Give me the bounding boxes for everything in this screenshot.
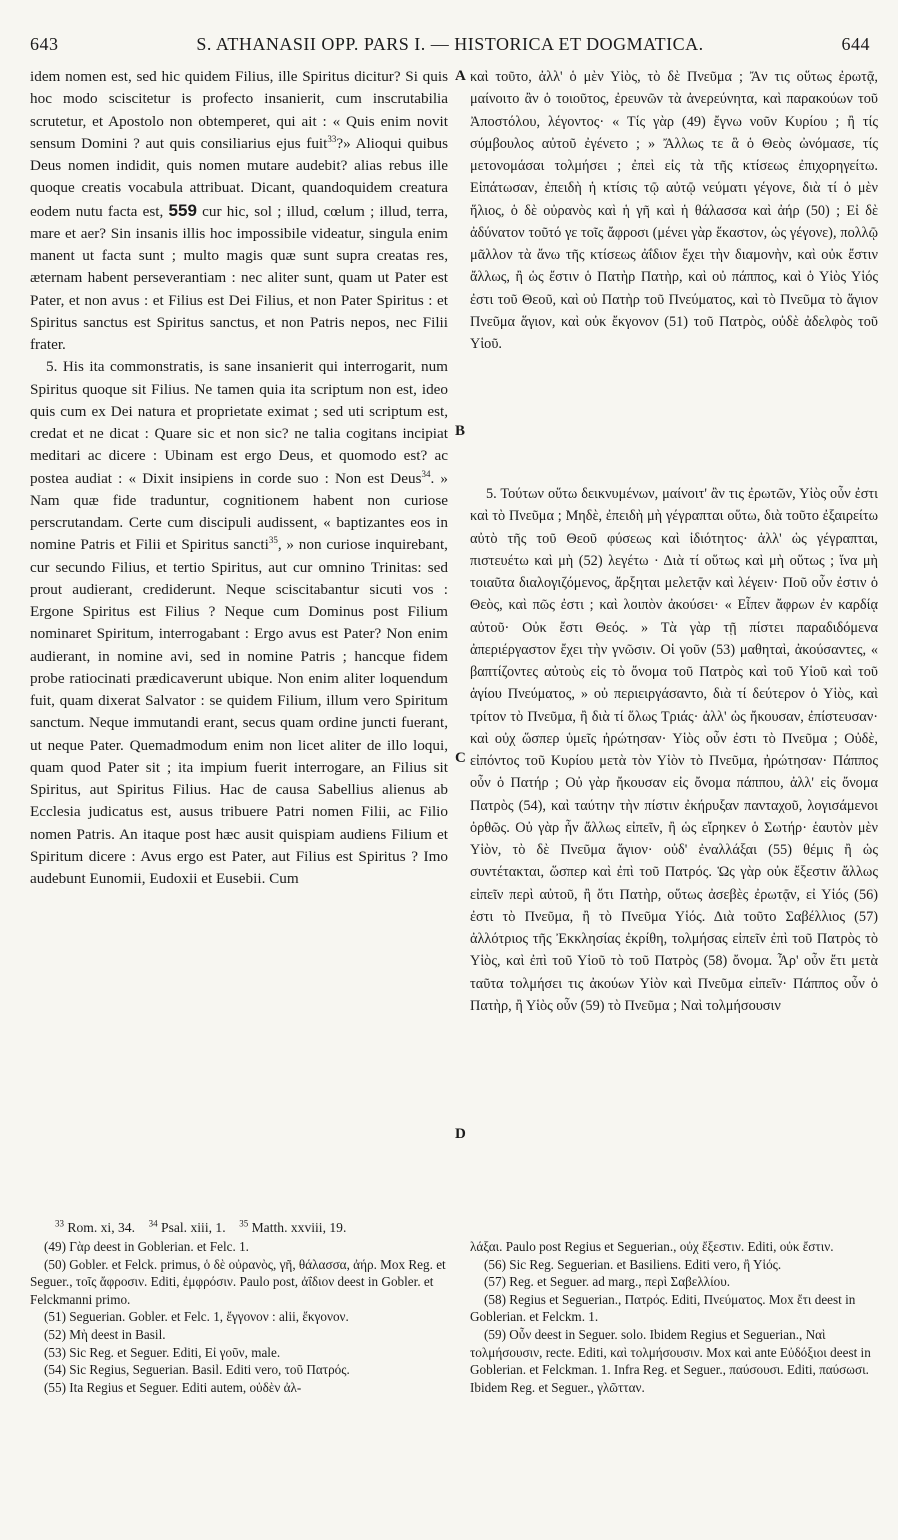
latin-column xyxy=(30,66,448,890)
ref-marker: 34 xyxy=(421,468,431,479)
footnote: (55) Ita Regius et Seguer. Editi autem, οὐδὲν ἀλ- xyxy=(44,1379,302,1395)
latin-paragraph-2: 5. His ita commonstratis, is sane insanierit qui interrogarit, num Spiritus quoque sit Filius. Ne tamen quia ita scriptum non est, ideo quis cum ex Dei natura et proprietate eximat ; sed uti scriptum est, credat et ne dicat : Quare sic et non sic? ne talia cogitans incipiat meditari ac dicere : Ubinam est ergo Deus, et quomodo est? ac postea audiat : « Dixit insipiens in corde suo : Non est Deus$^{34}$. » Nam quæ fide traduntur, cognitionem habent non curiose perscrutandam. Certe cum discipuli audissent, « baptizantes eos in nomine Patris et Filii et Spiritus sancti$^{35}$, » non curiose inquirebant, cur secundo Filius, et tertio Spiritus, aut cur omnino Trinitas: sed prout audierant, crediderunt. Neque sciscitabantur sicuti vos : Ergone Spiritus est Filius ? Neque cum Dominus post Filium nominaret Spiritum, interrogabant : Ergo avus est Pater? Non enim audierant, in nomine avi, sed in nomine Patris ; hancque fidem probe ratiocinati prædicaverunt ubique. Non enim aliter loquendum fuit, quam dixerat Salvator : se quidem Filium, illum vero Spiritum sanctum. Neque immutandi erant, secus quam ordine juncti fuerant, ut neque Pater. Quemadmodum enim non licet aliter de illo loqui, quam quod Pater sit ; ita impium fuerit interrogare, an Filius sit Spiritus, aut Spiritus Filius. Hac de causa Sabellius alienus ab Ecclesia judicatus est, ausus tribuere Patri nomen Filii, ac Filio nomen Patris. An itaque post hæc ausit quispiam audiens Filium et Spiritum dicere : Avus ergo est Pater, aut Filius est Spiritus ? Imo audebunt Eunomii, Eudoxii et Eusebii. Cum xyxy=(30,358,448,887)
footnote: (52) Μὴ deest in Basil. xyxy=(44,1326,166,1342)
greek-column-top xyxy=(470,66,878,355)
footnote: (56) Sic Reg. Seguerian. et Basiliens. Editi vero, ἢ Υἱός. xyxy=(484,1256,782,1272)
ref-marker: 33 xyxy=(327,133,337,144)
margin-letter-a: A xyxy=(455,68,466,84)
footnotes-left xyxy=(30,1238,450,1396)
greek-paragraph-2: 5. Τούτων οὕτω δεικνυμένων, μαίνοιτ' ἂν τις ἐρωτῶν, Υἱὸς οὖν ἐστι καὶ τὸ Πνεῦμα ; Μηδὲ, ἐπειδὴ μὴ γέγραπται οὕτω, διὰ τοῦτο ἐξαιρείτω αὐτὸ τῆς τοῦ Θεοῦ φύσεως καὶ ἰδιότητος· ἀλλ' ὡς γέγραπται, πιστευέτω καὶ μὴ (52) λεγέτω · Διὰ τί οὕτως καὶ μὴ οὕτως ; ἵνα μὴ τοιαῦτα διαλογιζόμενος, ἄρξηται μελετᾷν καὶ λέγειν· Ποῦ οὖν ἐστιν ὁ Θεὸς, καὶ πῶς ἐστι ; καὶ λοιπὸν ἀκούσει· « Εἶπεν ἄφρων ἐν καρδίᾳ αὐτοῦ· Οὐκ ἔστι Θεός. » Τὰ γὰρ τῇ πίστει παραδιδόμενα ἀπεριέργαστον ἔχει τὴν γνῶσιν. Οἱ γοῦν (53) μαθηταὶ, ἀκούσαντες, « βαπτίζοντες αὐτοὺς εἰς τὸ ὄνομα τοῦ Πατρὸς καὶ τοῦ Υἱοῦ καὶ τοῦ ἁγίου Πνεύματος, » οὐ περιειργάσαντο, διὰ τί δεύτερον ὁ Υἱὸς, καὶ τρίτον τὸ Πνεῦμα, ἢ διὰ τί ὅλως Τριάς· ἀλλ' ὡς ἤκουσαν, ἐπίστευσαν· καὶ οὐχ ὥσπερ ὑμεῖς ἠρώτησαν· Υἱὸς οὖν ἐστι τὸ Πνεῦμα ; Οὐδὲ, εἰπόντος τοῦ Κυρίου μετὰ τὸν Υἱὸν τὸ Πνεῦμα, ἠρώτησαν· Πάππος οὖν ὁ Πατήρ ; Οὐ γὰρ ἤκουσαν εἰς ὄνομα πάππου, ἀλλ' εἰς ὄνομα Πατρὸς (54), καὶ ταύτην τὴν πίστιν ἐκήρυξαν πανταχοῦ, λογισάμενοι ὀρθῶς. Οὐ γὰρ ἦν ἄλλως εἰπεῖν, ἢ ὡς εἴρηκεν ὁ Σωτήρ· ἑαυτὸν μὲν Υἱὸν, τὸ δὲ Πνεῦμα ἅγιον· οὐδ' ἐναλλάξαι (55) θέμις ἢ ὡς συντέτακται, ὥσπερ καὶ ἐπὶ τοῦ Πατρός. Ὡς γὰρ οὐκ ἔξεστιν ἄλλως εἰπεῖν περὶ αὐτοῦ, ἢ ὅτι Πατὴρ, οὕτως ἀσεβὲς ἐρωτᾷν, εἰ Υἱός (56) ἐστι τὸ Πνεῦμα, ἢ τὸ Πνεῦμα Υἱός. Διὰ τοῦτο Σαβέλλιος (57) ἀλλότριος τῆς Ἐκκλησίας ἐκρίθη, τολμήσας εἰπεῖν ἐπὶ τοῦ Πατρὸς τὸ Υἱὸς, καὶ ἐπὶ τοῦ Υἱοῦ τὸ τοῦ Πατρὸς (58) ὄνομα. Ἆρ' οὖν ἔτι μετὰ ταῦτα τολμήσει τις ἀκούων Υἱὸν καὶ Πνεῦμα εἰπεῖν· Πάππος οὖν ὁ Πατὴρ, ἢ Υἱὸς οὖν (59) τὸ Πνεῦμα ; Ναὶ τολμήσουσιν xyxy=(470,486,878,1014)
page-number-left: 643 xyxy=(30,34,59,54)
footnote: (49) Γὰρ deest in Goblerian. et Felc. 1. xyxy=(44,1239,249,1254)
footnote: (50) Gobler. et Felck. primus, ὁ δὲ οὐρανὸς, γῆ, θάλασσα, ἀήρ. Mox Reg. et Seguer., τοῖς ἄφροσιν. Editi, ἐμφρόσιν. Paulo post, ἀΐδιον deest in Gobler. et Felckmanni primo. xyxy=(30,1256,446,1307)
greek-column-bottom xyxy=(470,483,878,1017)
footnote: (53) Sic Reg. et Seguer. Editi, Εἰ γοῦν, male. xyxy=(44,1344,281,1360)
footnotes-right xyxy=(470,1238,878,1396)
greek-paragraph-1: καὶ τοῦτο, ἀλλ' ὁ μὲν Υἱὸς, τὸ δὲ Πνεῦμα ; Ἄν τις οὕτως ἐρωτᾷ, μαίνοιτο ἂν ὁ τοιοῦτος, ἐρευνῶν τὰ ἀνερεύνητα, καὶ παρακούων τοῦ Ἀποστόλου, λέγοντος· « Τίς γὰρ (49) ἔγνω νοῦν Κυρίου ; ἢ τίς σύμβουλος αὐτοῦ ἐγένετο ; » Ἄλλως τε ἃ ὁ Θεὸς ὠνόμασε, τίς μετονομάσαι τολμήσει ; ἐπεὶ εἰς τὰ τῆς κτίσεως ἐπιχορηγείτω. Εἰπάτωσαν, ἐπειδὴ ἡ κτίσις τῷ αὐτῷ νεύματι γέγονε, διὰ τί ὁ μὲν ἥλιος, ὁ δὲ οὐρανὸς καὶ ἡ γῆ καὶ ἡ θάλασσα καὶ ἀήρ (50) ; Εἰ δὲ ἀδύνατον τοῦτό γε τοῖς ἄφροσι (μένει γὰρ ἕκαστον, ὡς γέγονε), πολλῷ μᾶλλον τὰ ἄνω τῆς κτίσεως ἀΐδιον ἔχει τὴν διαμονὴν, καὶ οὐκ ἔστιν ἄλλως, ἢ ὡς ἔστιν ὁ Πατὴρ Πατὴρ, καὶ οὐ πάππος, καὶ ὁ Υἱὸς Υἱός ἐστι τοῦ Θεοῦ, καὶ οὐ Πατὴρ τοῦ Πνεύματος, καὶ τὸ Πνεῦμα τὸ ἅγιον Πνεῦμα ἅγιον, καὶ οὐκ ἔκγονον (51) τοῦ Πατρὸς, οὐδὲ ἀδελφὸς τοῦ Υἱοῦ. xyxy=(470,69,878,352)
ref-marker: 35 xyxy=(268,535,278,546)
footnote: (59) Οὖν deest in Seguer. solo. Ibidem Regius et Seguerian., Ναὶ τολμήσουσιν, recte. Editi, καὶ τολμήσουσιν. Mox καὶ ante Εὐδόξιοι deest in Goblerian. et Felckman. 1. Infra Reg. et Seguer., παύσουσι. Editi, παύσωσι. Ibidem Reg. et Seguer., γλῶτταν. xyxy=(470,1326,871,1395)
running-title: S. ATHANASII OPP. PARS I. — HISTORICA ET DOGMATICA. xyxy=(196,34,704,54)
margin-letter-c: C xyxy=(455,750,466,766)
latin-paragraph-1: idem nomen est, sed hic quidem Filius, ille Spiritus dicitur? Si quis hoc modo sciscitetur is profecto insanierit, cum inscrutabilia scrutetur, et Apostolo non obtemperet, qui ait : « Quis enim novit sensum Domini ? aut quis consiliarius ejus fuit$^{33}$?» Alioqui quibus Deus nomen indidit, quis nomen mutare audebit? alias rebus ille quoque creatis vocabula attribuat. Dicant, quandoquidem creatura eodem nutu facta est, 559 cur hic, sol ; illud, cœlum ; illud, terra, mare et aer? Sin insanis illis hoc impossibile videatur, singula enim manent ut facta sunt ; multo magis quæ sunt supra creatas res, æternam habent perseverantiam : nec aliter sunt, quam ut Pater est Pater, et non avus : et Filius est Dei Filius, et non Pater Spiritus : et Spiritus sanctus est Spiritus sanctus, et non Patris nepos, nec Filii frater. xyxy=(30,68,448,353)
edition-page-number: 559 xyxy=(168,200,197,220)
footnote: (57) Reg. et Seguer. ad marg., περὶ Σαβελλίου. xyxy=(484,1274,731,1290)
footnote: (51) Seguerian. Gobler. et Felc. 1, ἔγγονον : alii, ἔκγονον. xyxy=(44,1309,349,1325)
scripture-references: $^{33}$ Rom. xi, 34. $^{34}$ Psal. xiii, 1. $^{35}$ Matth. xxviii, 19. xyxy=(55,1218,347,1235)
footnote: (58) Regius et Seguerian., Πατρός. Editi, Πνεύματος. Mox ἔτι deest in Goblerian. et Felckm. 1. xyxy=(470,1291,856,1325)
footnote: λάξαι. Paulo post Regius et Seguerian., οὐχ ἔξεστιν. Editi, οὐκ ἔστιν. xyxy=(470,1239,834,1254)
footnote: (54) Sic Regius, Seguerian. Basil. Editi vero, τοῦ Πατρός. xyxy=(44,1362,350,1378)
page-header xyxy=(30,34,870,56)
margin-letter-d: D xyxy=(455,1126,466,1142)
page-number-right: 644 xyxy=(841,34,870,54)
margin-letter-b: B xyxy=(455,423,466,439)
